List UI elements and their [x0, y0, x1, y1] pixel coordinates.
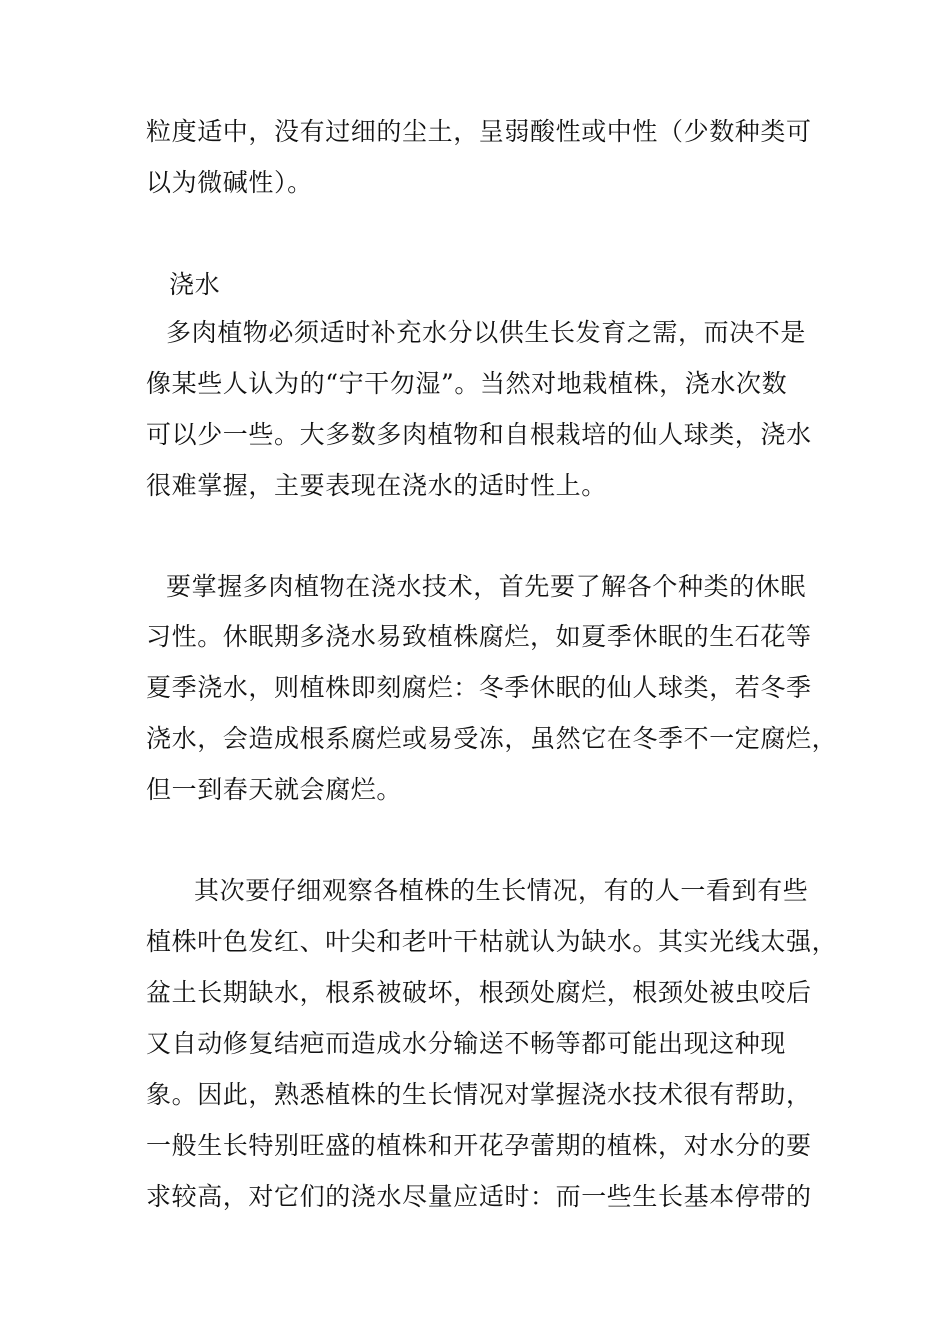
paragraph-1-line-2: 以为微碱性）。 [146, 168, 313, 197]
paragraph-2-line-3: 可以少一些。大多数多肉植物和自根栽培的仙人球类，浇水 [146, 420, 812, 449]
paragraph-2-line-4: 很难掌握，主要表现在浇水的适时性上。 [146, 471, 607, 500]
paragraph-1-line-1: 粒度适中，没有过细的尘土，呈弱酸性或中性（少数种类可 [146, 117, 812, 146]
paragraph-2-line-2: 像某些人认为的“宁干勿湿”。当然对地栽植株，浇水次数 [146, 369, 788, 398]
paragraph-4-line-2: 植株叶色发红、叶尖和老叶干枯就认为缺水。其实光线太强， [146, 927, 838, 956]
paragraph-4-line-4: 又自动修复结疤而造成水分输送不畅等都可能出现这种现 [146, 1029, 787, 1058]
paragraph-4-line-6: 一般生长特别旺盛的植株和开花孕蕾期的植株，对水分的要 [146, 1131, 812, 1160]
paragraph-2-line-1: 多肉植物必须适时补充水分以供生长发育之需，而决不是 [166, 318, 807, 347]
paragraph-4-line-3: 盆土长期缺水，根系被破坏，根颈处腐烂，根颈处被虫咬后 [146, 978, 812, 1007]
paragraph-3-line-2: 习性。休眠期多浇水易致植株腐烂，如夏季休眠的生石花等 [146, 622, 812, 651]
paragraph-4-line-7: 求较高，对它们的浇水尽量应适时：而一些生长基本停带的 [146, 1182, 812, 1211]
paragraph-4-line-5: 象。因此，熟悉植株的生长情况对掌握浇水技术很有帮助， [146, 1080, 812, 1109]
paragraph-3-line-5: 但一到春天就会腐烂。 [146, 775, 403, 804]
paragraph-3-line-1: 要掌握多肉植物在浇水技术，首先要了解各个种类的休眠 [166, 572, 807, 601]
section-heading: 浇水 [169, 270, 221, 299]
paragraph-3-line-4: 浇水，会造成根系腐烂或易受冻，虽然它在冬季不一定腐烂， [146, 724, 838, 753]
paragraph-3-line-3: 夏季浇水，则植株即刻腐烂：冬季休眠的仙人球类，若冬季 [146, 673, 812, 702]
paragraph-4-line-1: 其次要仔细观察各植株的生长情况，有的人一看到有些 [194, 876, 809, 905]
